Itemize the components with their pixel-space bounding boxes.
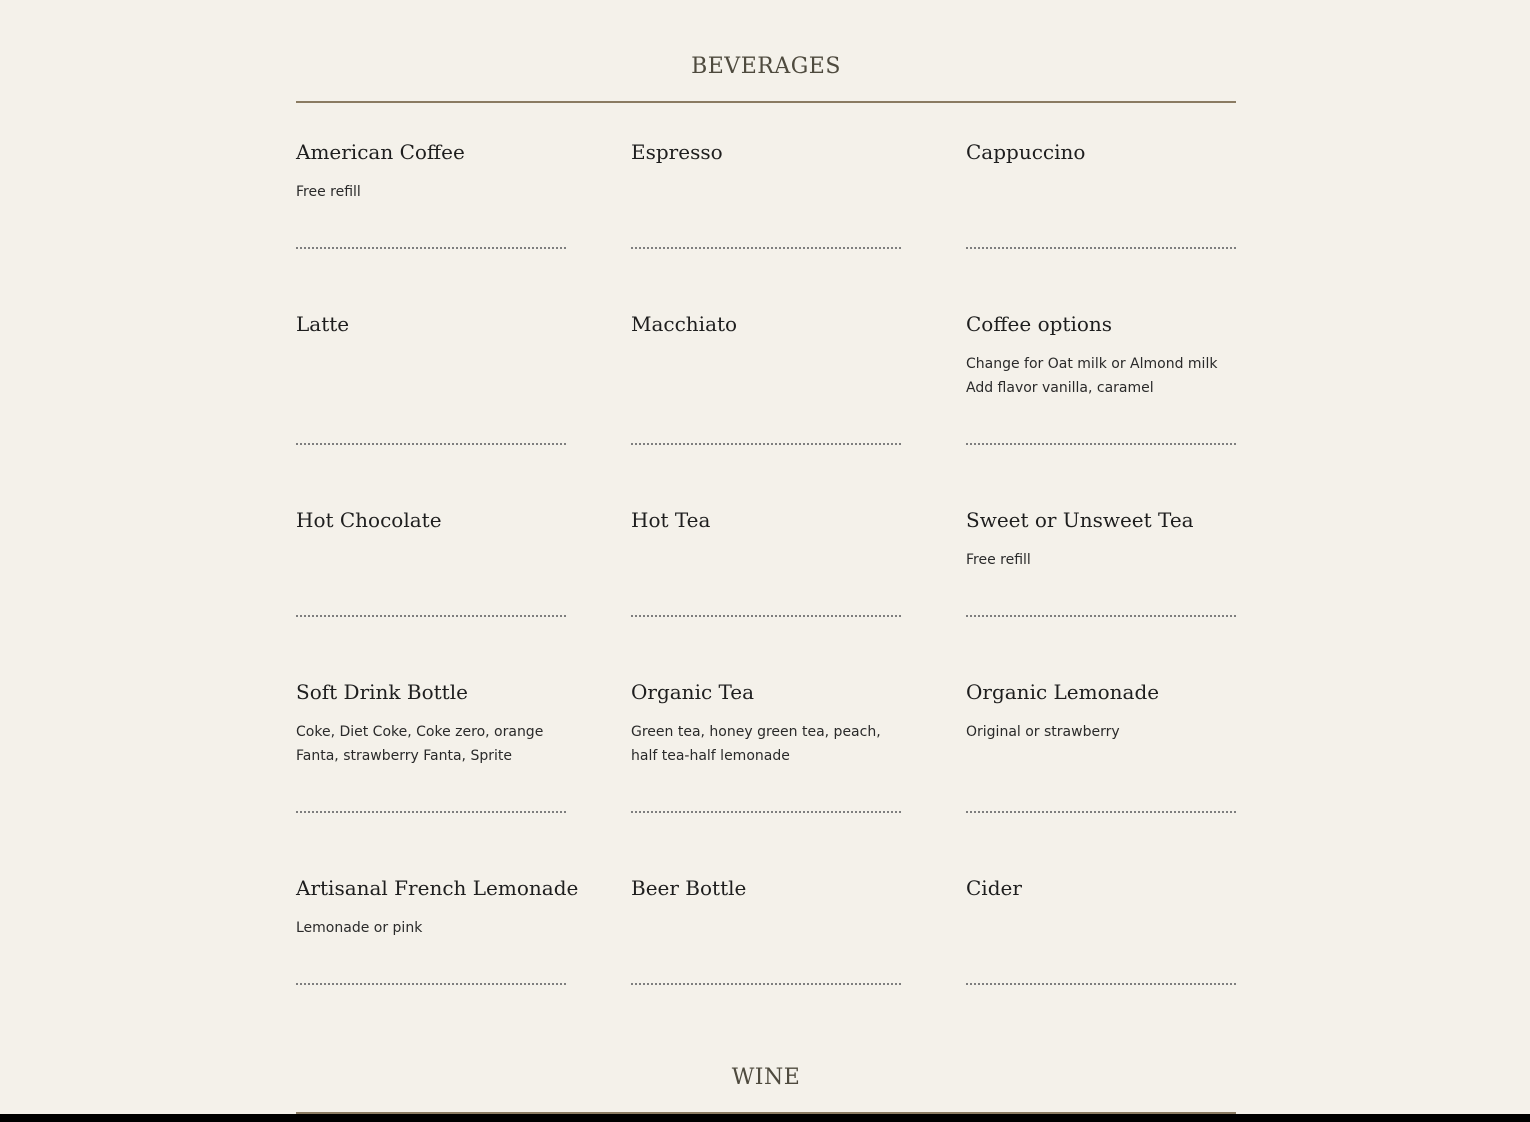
menu-item-description-line: Add flavor vanilla, caramel (966, 380, 1154, 396)
menu-item (296, 680, 566, 768)
menu-item-description-line: Green tea, honey green tea, peach, (631, 724, 881, 740)
price-dot-leader (296, 811, 566, 813)
menu-item-description-line: Original or strawberry (966, 724, 1120, 740)
price-dot-leader (296, 615, 566, 617)
menu-item-description-line: Free refill (966, 552, 1031, 568)
menu-item (966, 508, 1236, 572)
menu-item-description-line: Lemonade or pink (296, 920, 423, 936)
menu-item-name: Organic Lemonade (966, 680, 1160, 704)
section-title-beverages: BEVERAGES (691, 54, 841, 79)
menu-item-description (966, 548, 1236, 572)
menu-item-description (296, 180, 566, 204)
menu-item-name: Cappuccino (966, 140, 1086, 164)
menu-item (631, 876, 901, 900)
menu-item (631, 680, 901, 768)
menu-item (296, 140, 566, 204)
menu-item-name: Hot Chocolate (296, 508, 442, 532)
section-divider (296, 101, 1236, 103)
price-dot-leader (631, 247, 901, 249)
price-dot-leader (296, 443, 566, 445)
menu-item-name: Coffee options (966, 312, 1113, 336)
price-dot-leader (296, 247, 566, 249)
menu-item-description (966, 720, 1236, 744)
menu-item-name: Espresso (631, 140, 723, 164)
menu-item-description-line: Change for Oat milk or Almond milk (966, 356, 1218, 372)
menu-item-description (296, 916, 566, 940)
menu-item-name: Cider (966, 876, 1022, 900)
menu-item (966, 312, 1236, 400)
menu-item-description-line: Coke, Diet Coke, Coke zero, orange (296, 724, 544, 740)
price-dot-leader (296, 983, 566, 985)
menu-item-name: Artisanal French Lemonade (296, 876, 579, 900)
price-dot-leader (631, 615, 901, 617)
price-dot-leader (966, 443, 1236, 445)
menu-item (631, 508, 901, 532)
price-dot-leader (966, 615, 1236, 617)
menu-item (631, 140, 901, 164)
menu-item (966, 876, 1236, 900)
menu-item-name: Soft Drink Bottle (296, 680, 468, 704)
menu-item-name: Beer Bottle (631, 876, 747, 900)
menu-item-name: American Coffee (296, 140, 465, 164)
section-title-wine: WINE (731, 1065, 801, 1090)
menu-item-description (296, 720, 566, 768)
menu-item-description-line: Free refill (296, 184, 361, 200)
price-dot-leader (966, 247, 1236, 249)
price-dot-leader (966, 983, 1236, 985)
price-dot-leader (631, 811, 901, 813)
menu-item-description-line: half tea-half lemonade (631, 748, 790, 764)
menu-item (296, 508, 566, 532)
bottom-edge-bar (0, 1114, 1530, 1122)
menu-item-description (631, 720, 901, 768)
menu-item-name: Organic Tea (631, 680, 755, 704)
menu-item (966, 680, 1236, 744)
menu-item-name: Sweet or Unsweet Tea (966, 508, 1194, 532)
menu-item-description (966, 352, 1236, 400)
menu-item (631, 312, 901, 336)
price-dot-leader (631, 443, 901, 445)
price-dot-leader (631, 983, 901, 985)
menu-item-description-line: Fanta, strawberry Fanta, Sprite (296, 748, 512, 764)
menu-item-name: Latte (296, 312, 350, 336)
menu-item-name: Hot Tea (631, 508, 711, 532)
menu-item (296, 876, 579, 940)
menu-item (966, 140, 1236, 164)
menu-item (296, 312, 566, 336)
menu-item-name: Macchiato (631, 312, 738, 336)
price-dot-leader (966, 811, 1236, 813)
